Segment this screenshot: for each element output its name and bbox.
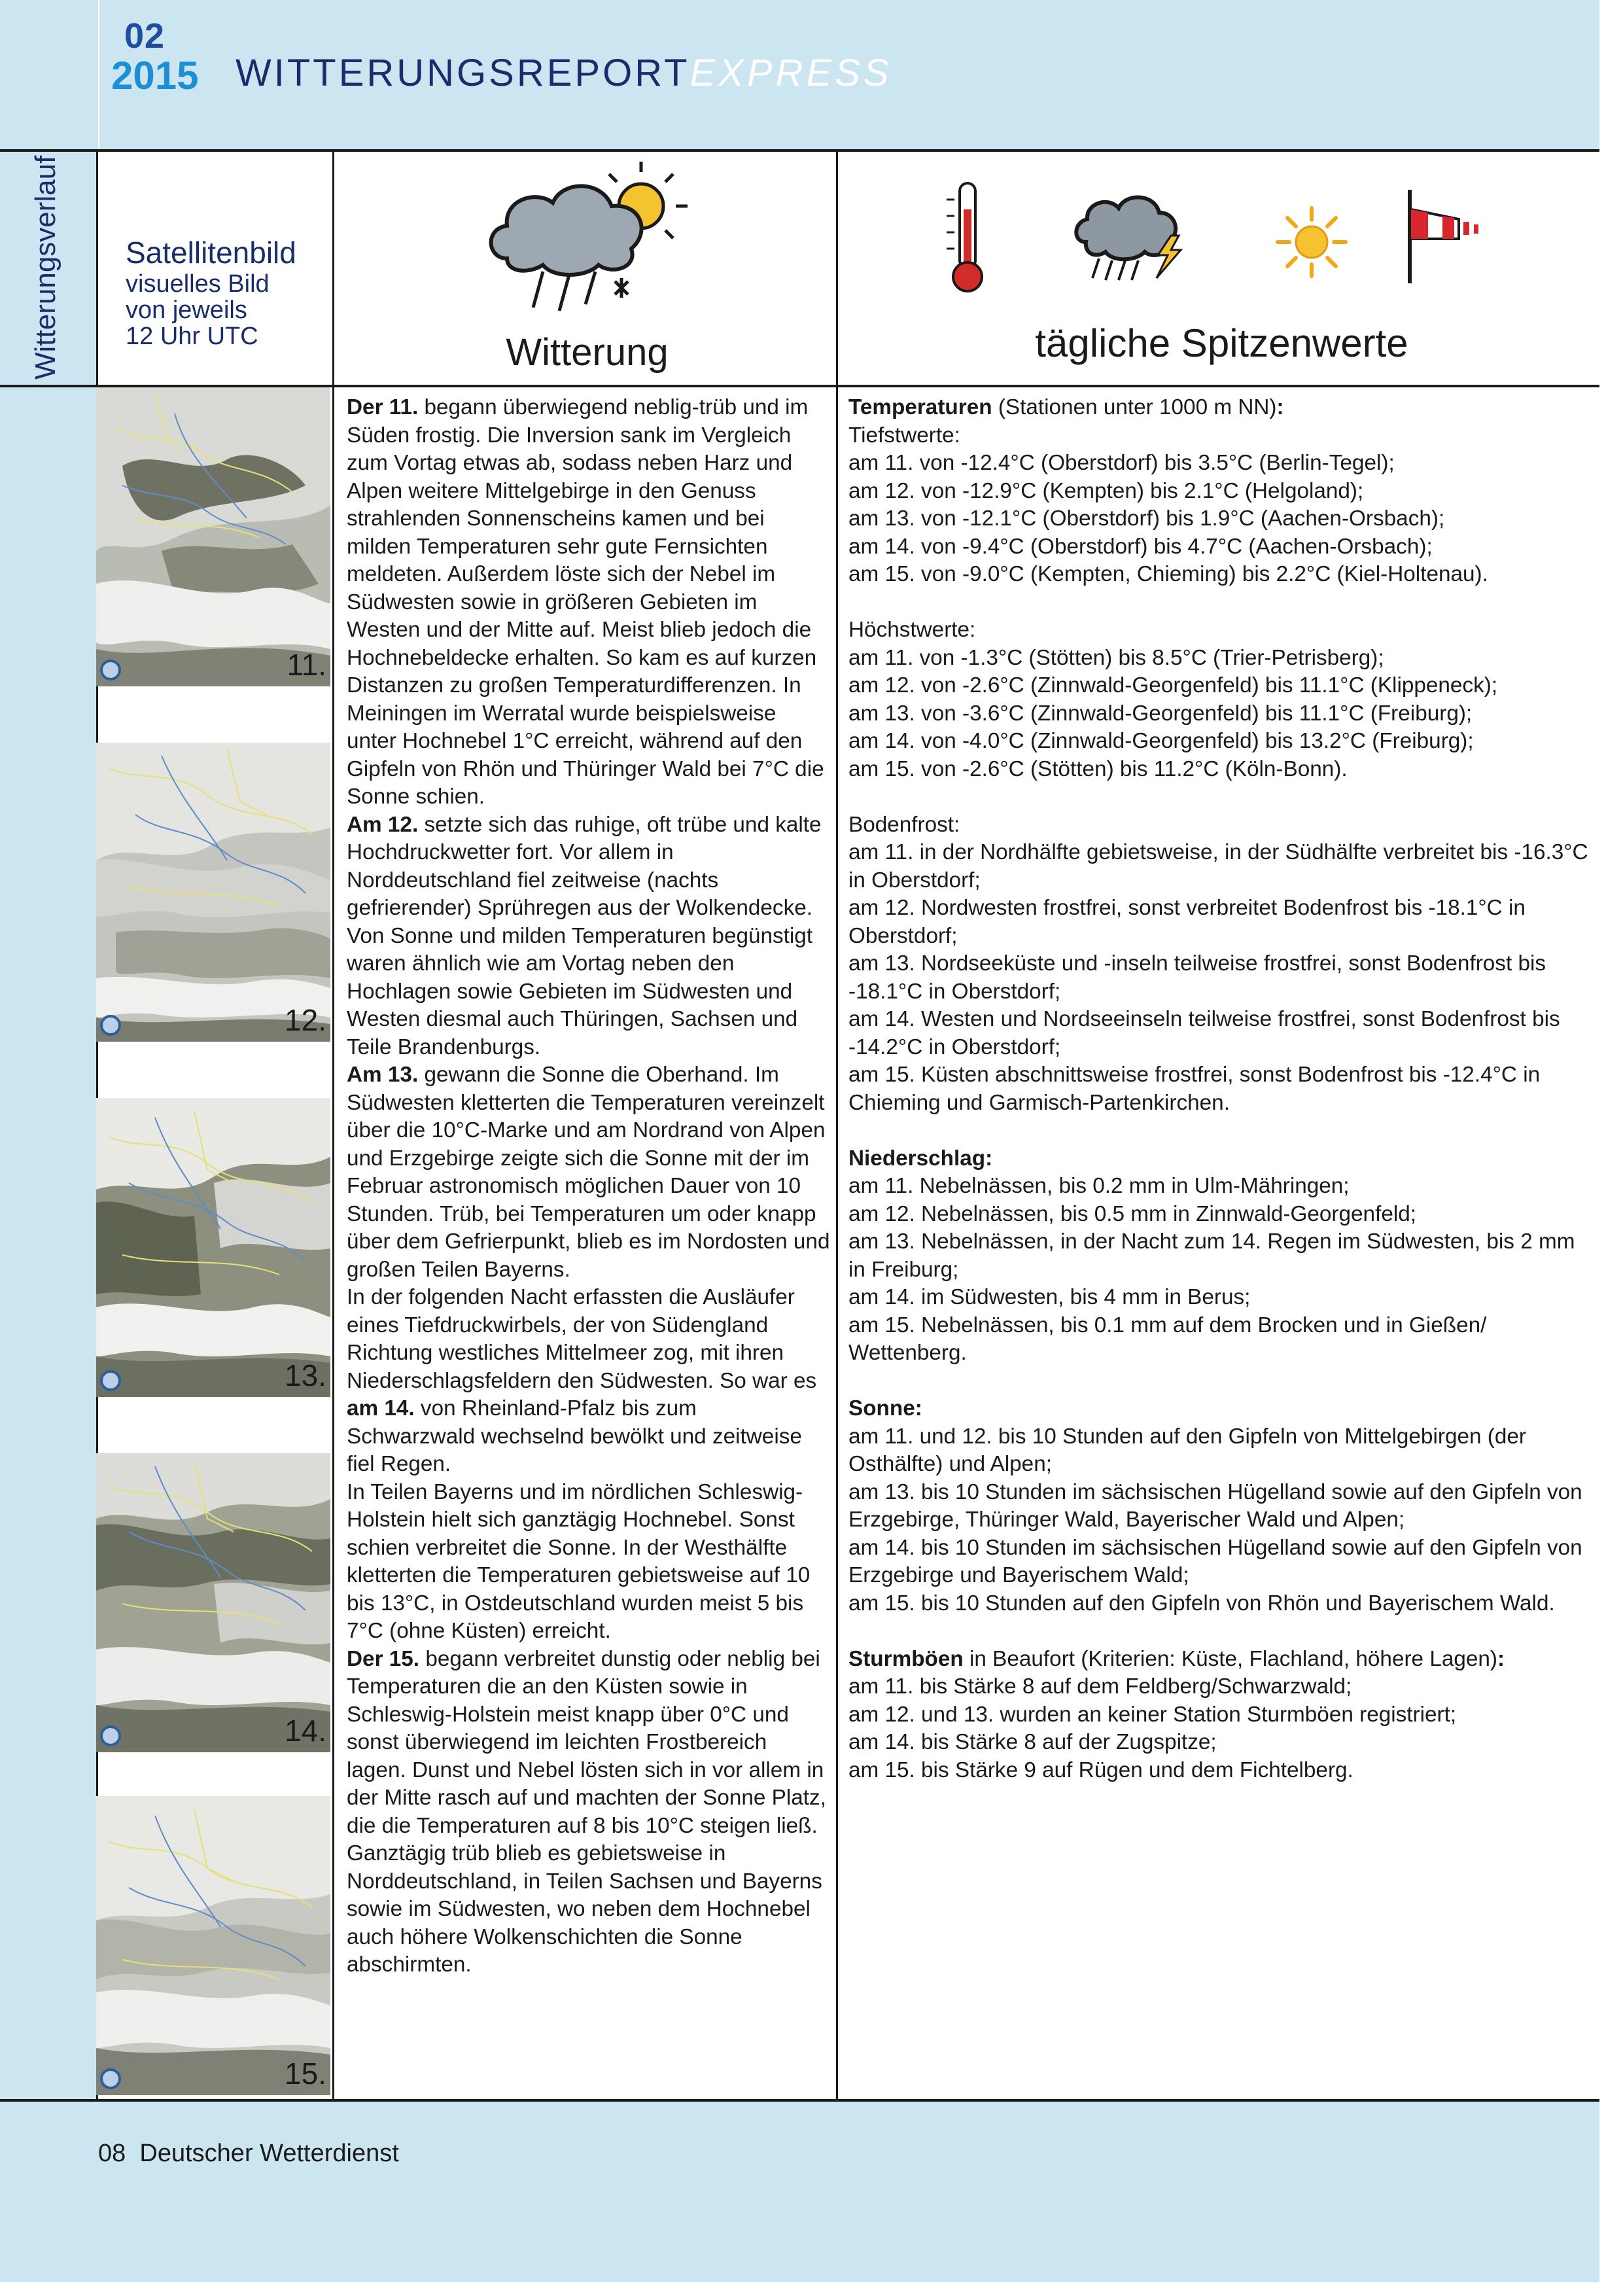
spitzenwerte-line: Sonne:	[848, 1396, 922, 1421]
spitzenwerte-line: am 15. Nebelnässen, bis 0.1 mm auf dem Brocken und in Gießen/ Wettenberg.	[848, 1313, 1487, 1365]
issue-month: 02	[124, 16, 166, 56]
witterung-paragraph: In Teilen Bayerns und im nördlichen Schleswig-Holstein hielt sich ganztägig Hochnebel. Sonst schien verbreitet die Sonne. In der Westhälfte kletterten die Temperaturen gebietsweise auf 10 bis 13°C, in Ostdeutschland wurden meist 5 bis 7°C (ohne Küsten) erreicht.	[347, 1479, 811, 1643]
satellite-image	[96, 1796, 330, 2095]
spitzenwerte-line: am 13. von -12.1°C (Oberstdorf) bis 1.9°C (Aachen-Orsbach);	[848, 506, 1445, 531]
report-title-main: WITTERUNGSREPORT	[236, 52, 690, 94]
col-rule-2	[332, 150, 334, 2100]
footer	[98, 2140, 399, 2168]
right-edge	[1599, 0, 1623, 2296]
footer-band	[0, 2102, 1599, 2282]
satellite-day-label: 14.	[285, 1714, 326, 1748]
witterung-paragraph: Der 15. begann verbreitet dunstig oder neblig bei Temperaturen die an den Küsten sowie in Schleswig-Holstein meist knapp über 0°C und sonst überwiegend im leichten Frostbereich lagen. Dunst und Nebel lösten sich in vor allem in der Mitte rasch auf und machten der Sonne Platz, die die Temperaturen auf 8 bis 10°C steigen ließ. Ganztägig trüb blieb es gebietsweise in Norddeutschland, in Teilen Sachsen und Bayerns sowie im Südwesten, wo neben dem Hochnebel auch höhere Wolkenschichten die Sonne abschirmten.	[347, 1646, 826, 1977]
sat-sub-line: von jeweils	[126, 296, 247, 324]
spitzenwerte-line: am 14. bis 10 Stunden im sächsischen Hügelland sowie auf den Gipfeln von Erzgebirge und Bayerischem Wald;	[848, 1535, 1582, 1587]
spitzenwerte-line: am 15. von -2.6°C (Stötten) bis 11.2°C (Köln-Bonn).	[848, 756, 1348, 781]
col-rule-3	[836, 150, 838, 2100]
spacer	[848, 589, 1594, 617]
spitzenwerte-text	[848, 394, 1594, 1784]
satellite-image	[96, 1098, 330, 1397]
satellite-day-label: 15.	[285, 2057, 326, 2091]
spacer	[848, 1117, 1594, 1145]
spitzenwerte-line: am 14. im Südwesten, bis 4 mm in Berus;	[848, 1285, 1251, 1309]
witterung-text	[347, 394, 831, 1979]
satellite-image	[96, 743, 330, 1042]
sat-sub-line: 12 Uhr UTC	[126, 322, 258, 350]
spitzenwerte-line: Sturmböen in Beaufort (Kriterien: Küste, Flachland, höhere Lagen):	[848, 1646, 1505, 1671]
spacer	[848, 1368, 1594, 1396]
column-label-spitzenwerte: tägliche Spitzenwerte	[1035, 321, 1408, 365]
witterung-paragraph: Am 13. gewann die Sonne die Oberhand. Im Südwesten kletterten die Temperaturen vereinzelt über die 10°C-Marke und am Nordrand von Alpen und Erzgebirge zeigte sich die Sonne mit der im Februar astronomisch möglichen Dauer von 10 Stunden. Trüb, bei Temperaturen um oder knapp über dem Gefrierpunkt, blieb es im Nordosten und großen Teilen Bayerns.	[347, 1063, 830, 1282]
spitzenwerte-line: am 12. Nordwesten frostfrei, sonst verbreitet Bodenfrost bis -18.1°C in Oberstdorf;	[848, 896, 1526, 948]
spitzenwerte-line: am 13. Nordseeküste und -inseln teilweise frostfrei, sonst Bodenfrost bis -18.1°C in Oberstdorf;	[848, 951, 1546, 1004]
witterung-paragraph: In der folgenden Nacht erfassten die Ausläufer eines Tiefdruckwirbels, der von Südengland Richtung westliches Mittelmeer zog, mit ihren Niederschlagsfeldern den Südwesten. So war es am 14. von Rheinland-Pfalz bis zum Schwarzwald wechselnd bewölkt und zeitweise fiel Regen.	[347, 1285, 817, 1476]
spitzenwerte-line: am 12. und 13. wurden an keiner Station Sturmböen registriert;	[848, 1702, 1457, 1727]
spitzenwerte-line: am 15. von -9.0°C (Kempten, Chieming) bis 2.2°C (Kiel-Holtenau).	[848, 562, 1488, 586]
spitzenwerte-line: am 11. von -12.4°C (Oberstdorf) bis 3.5°C (Berlin-Tegel);	[848, 451, 1395, 475]
spitzenwerte-line: am 14. von -4.0°C (Zinnwald-Georgenfeld) bis 13.2°C (Freiburg);	[848, 729, 1474, 753]
satellite-day-label: 12.	[285, 1003, 326, 1037]
sun-icon	[1272, 203, 1351, 281]
spacer	[848, 783, 1594, 811]
spitzenwerte-line: am 14. von -9.4°C (Oberstdorf) bis 4.7°C (Aachen-Orsbach);	[848, 534, 1433, 559]
spitzenwerte-line: am 15. bis 10 Stunden auf den Gipfeln von Rhön und Bayerischem Wald.	[848, 1591, 1555, 1616]
spitzenwerte-line: am 11. bis Stärke 8 auf dem Feldberg/Schwarzwald;	[848, 1674, 1352, 1699]
satellite-image	[96, 1453, 330, 1752]
cloud-sun-snow-icon	[481, 160, 697, 317]
spitzenwerte-line: Bodenfrost:	[848, 812, 960, 837]
spitzenwerte-line: Temperaturen (Stationen unter 1000 m NN):	[848, 395, 1284, 419]
sat-sub-line: visuelles Bild	[126, 270, 270, 298]
spitzenwerte-line: am 13. von -3.6°C (Zinnwald-Georgenfeld) bis 11.1°C (Freiburg);	[848, 701, 1473, 726]
header-top-rule	[0, 149, 1599, 152]
thunderstorm-cloud-icon	[1073, 190, 1184, 281]
spitzenwerte-line: am 14. bis Stärke 8 auf der Zugspitze;	[848, 1730, 1217, 1754]
report-title	[236, 54, 892, 92]
witterung-paragraph: Der 11. begann überwiegend neblig-trüb und im Süden frostig. Die Inversion sank im Vergleich zum Vortag etwas ab, sodass neben Harz und Alpen weitere Mittelgebirge in den Genuss strahlenden Sonnenscheins kamen und bei milden Temperaturen sehr gute Fernsichten meldeten. Außerdem löste sich der Nebel im Südwesten sowie in größeren Gebieten im Westen und der Mitte auf. Meist blieb jedoch die Hochnebeldecke erhalten. So kam es auf kurzen Distanzen zu großen Temperaturdifferenzen. In Meiningen im Werratal wurde beispielsweise unter Hochnebel 1°C erreicht, während auf den Gipfeln von Rhön und Thüringer Wald bei 7°C die Sonne schien.	[347, 395, 824, 809]
spitzenwerte-line: am 11. und 12. bis 10 Stunden auf den Gipfeln von Mittelgebirgen (der Osthälfte) und Alpen;	[848, 1424, 1526, 1476]
spitzenwerte-line: am 14. Westen und Nordseeinseln teilweise frostfrei, sonst Bodenfrost bis -14.2°C in Oberstdorf;	[848, 1007, 1560, 1059]
spitzenwerte-line: am 15. Küsten abschnittsweise frostfrei, sonst Bodenfrost bis -12.4°C in Chieming und Garmisch-Partenkirchen.	[848, 1063, 1541, 1115]
witterung-paragraph: Am 12. setzte sich das ruhige, oft trübe und kalte Hochdruckwetter fort. Vor allem in Norddeutschland fiel zeitweise (nachts gefrierender) Sprühregen aus der Wolkendecke. Von Sonne und milden Temperaturen begünstigt waren ähnlich wie am Vortag neben den Hochlagen sowie Gebieten im Südwesten und Westen diesmal auch Thüringen, Sachsen und Teile Brandenburgs.	[347, 812, 822, 1059]
column-label-witterung: Witterung	[506, 331, 669, 374]
spitzenwerte-line: am 11. Nebelnässen, bis 0.2 mm in Ulm-Mähringen;	[848, 1174, 1350, 1198]
publisher: Deutscher Wetterdienst	[139, 2140, 399, 2167]
spitzenwerte-line: am 12. von -12.9°C (Kempten) bis 2.1°C (Helgoland);	[848, 478, 1364, 503]
column-label-verlauf: Witterungsverlauf	[29, 155, 61, 380]
spitzenwerte-line: am 11. von -1.3°C (Stötten) bis 8.5°C (Trier-Petrisberg);	[848, 645, 1384, 670]
windsock-icon	[1397, 186, 1488, 285]
column-label-satellite: Satellitenbild	[126, 236, 296, 270]
left-margin-band	[0, 150, 96, 2282]
spitzenwerte-line: am 15. bis Stärke 9 auf Rügen und dem Fichtelberg.	[848, 1757, 1353, 1782]
spitzenwerte-line: am 11. in der Nordhälfte gebietsweise, in der Südhälfte verbreitet bis -16.3°C in Oberstdorf;	[848, 840, 1588, 892]
spitzenwerte-line: am 13. bis 10 Stunden im sächsischen Hügelland sowie auf den Gipfeln von Erzgebirge, Thüringer Wald, Bayerischer Wald und Alpen;	[848, 1479, 1582, 1532]
header-divider	[98, 0, 99, 150]
thermometer-icon	[945, 180, 991, 294]
spitzenwerte-line: Niederschlag:	[848, 1146, 993, 1171]
issue-year: 2015	[111, 54, 199, 97]
report-title-suffix: EXPRESS	[689, 52, 892, 94]
satellite-subtitle	[126, 272, 270, 350]
spitzenwerte-line: am 12. von -2.6°C (Zinnwald-Georgenfeld) bis 11.1°C (Klippeneck);	[848, 673, 1498, 698]
spitzenwerte-line: Höchstwerte:	[848, 618, 976, 642]
satellite-day-label: 13.	[285, 1358, 326, 1392]
page-number: 08	[98, 2140, 126, 2167]
spitzenwerte-line: am 13. Nebelnässen, in der Nacht zum 14. Regen im Südwesten, bis 2 mm in Freiburg;	[848, 1229, 1575, 1282]
table-bottom-rule	[0, 2099, 1599, 2102]
spacer	[848, 1617, 1594, 1646]
satellite-image	[96, 387, 330, 686]
spitzenwerte-line: Tiefstwerte:	[848, 423, 960, 448]
spitzenwerte-line: am 12. Nebelnässen, bis 0.5 mm in Zinnwald-Georgenfeld;	[848, 1201, 1417, 1226]
satellite-day-label: 11.	[287, 648, 326, 682]
